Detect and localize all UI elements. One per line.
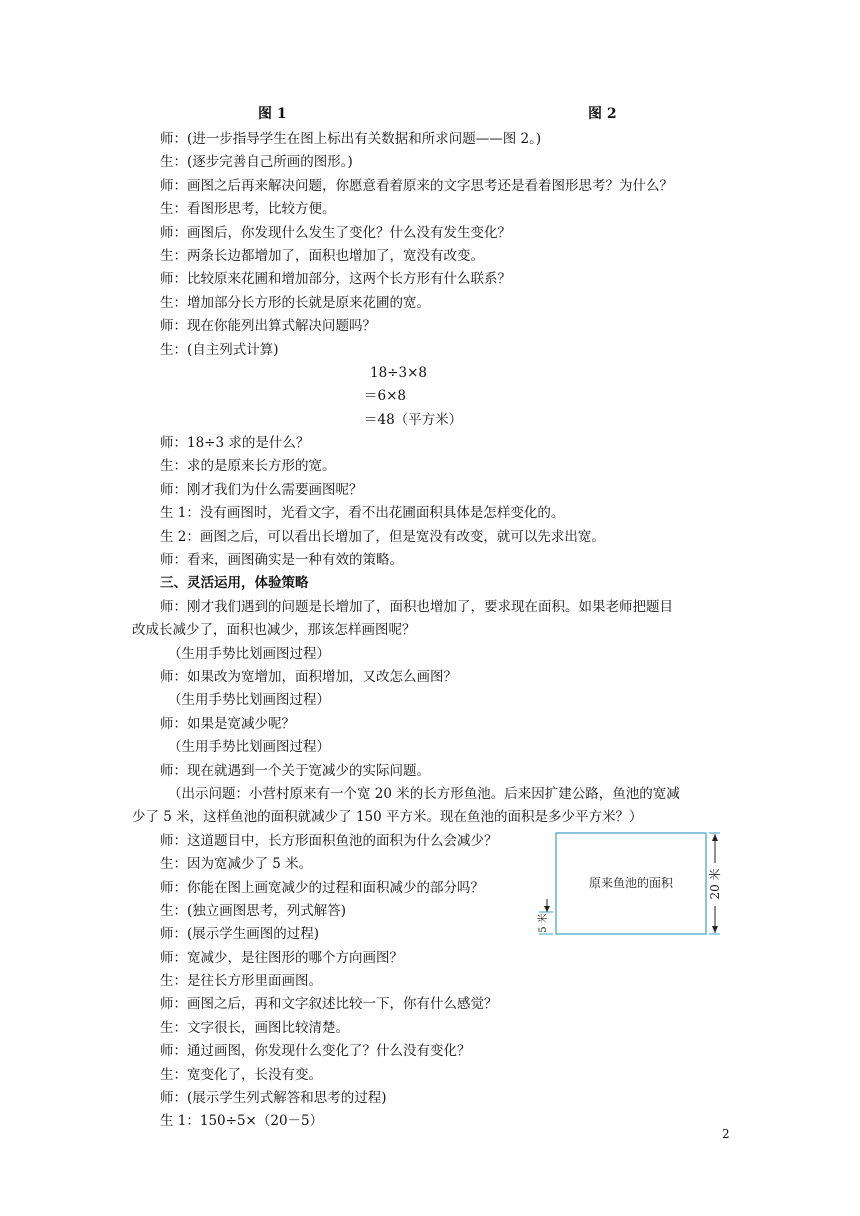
text-line: （生用手势比划画图过程） <box>168 692 330 709</box>
page-number: 2 <box>722 1127 730 1141</box>
text-line: 生：增加部分长方形的长就是原来花圃的宽。 <box>160 294 430 311</box>
text-line: 师：(进一步指导学生在图上标出有关数据和所求问题——图 2。) <box>160 131 542 147</box>
reduction-arrow <box>544 906 550 912</box>
text-line: 生：(逐步完善自己所画的图形。) <box>160 154 353 171</box>
text-line: 师：你能在图上画宽减少的过程和面积减少的部分吗？ <box>160 879 484 896</box>
text-line: 师：宽减少，是往图形的哪个方向画图？ <box>160 949 403 966</box>
text-line: 18÷3×8 <box>370 364 427 381</box>
text-line: 生：(自主列式计算) <box>160 341 279 358</box>
text-line: 生：宽变化了，长没有变。 <box>160 1066 322 1083</box>
text-line: 师：现在就遇到一个关于宽减少的实际问题。 <box>160 762 430 779</box>
text-line: 师：如果改为宽增加，面积增加，又改怎么画图？ <box>160 668 457 685</box>
text-line: （生用手势比划画图过程） <box>168 645 330 662</box>
width-label: 20 米 <box>708 868 722 900</box>
figure-2-caption: 图 2 <box>588 106 617 122</box>
text-line: 师：如果是宽减少呢？ <box>160 715 295 732</box>
text-line: 师：这道题目中，长方形面积鱼池的面积为什么会减少？ <box>160 832 498 849</box>
width-arrow-down <box>712 926 718 933</box>
figure-1-caption: 图 1 <box>258 106 287 122</box>
text-line: （生用手势比划画图过程） <box>168 739 330 756</box>
text-line: ＝6×8 <box>364 388 406 405</box>
text-line: 改成长减少了，面积也减少，那该怎样画图呢？ <box>132 622 416 639</box>
text-line: 师：画图之后再来解决问题，你愿意看着原来的文字思考还是看着图形思考？为什么？ <box>160 177 673 194</box>
text-line: 师：(展示学生画图的过程) <box>160 926 320 943</box>
text-line: 少了 5 米，这样鱼池的面积就减少了 150 平方米。现在鱼池的面积是多少平方米？） <box>132 809 643 826</box>
pond-area-label: 原来鱼池的面积 <box>588 876 674 890</box>
text-line: 三、灵活运用，体验策略 <box>160 575 309 592</box>
text-line: ＝48（平方米） <box>364 411 463 428</box>
text-line: 师：刚才我们为什么需要画图呢？ <box>160 481 363 498</box>
fish-pond-diagram <box>530 826 740 942</box>
text-line: 生：(独立画图思考，列式解答) <box>160 902 347 919</box>
reduction-label: 5 米 <box>538 913 549 933</box>
text-line: 生：是往长方形里面画图。 <box>160 973 322 990</box>
text-line: 师：通过画图，你发现什么变化了？什么没有变化？ <box>160 1043 471 1060</box>
text-line: 生 1：没有画图时，光看文字，看不出花圃面积具体是怎样变化的。 <box>160 505 565 522</box>
text-line: 师：画图之后，再和文字叙述比较一下，你有什么感觉？ <box>160 996 498 1013</box>
text-line: 师：(展示学生列式解答和思考的过程) <box>160 1090 387 1107</box>
text-line: 生：求的是原来长方形的宽。 <box>160 458 336 475</box>
text-line: 师：比较原来花圃和增加部分，这两个长方形有什么联系？ <box>160 271 511 288</box>
text-line: 生 1：150÷5×（20－5） <box>160 1113 324 1130</box>
text-line: 师：刚才我们遇到的问题是长增加了，面积也增加了，要求现在面积。如果老师把题目 <box>160 598 673 615</box>
text-line: 师：看来，画图确实是一种有效的策略。 <box>160 552 403 569</box>
body-text <box>132 128 732 1134</box>
text-line: 生：两条长边都增加了，面积也增加了，宽没有改变。 <box>160 247 484 264</box>
text-line: 生 2：画图之后，可以看出长增加了，但是宽没有改变，就可以先求出宽。 <box>160 528 605 545</box>
text-line: 师：现在你能列出算式解决问题吗？ <box>160 318 376 335</box>
text-line: 生：因为宽减少了 5 米。 <box>160 856 313 873</box>
text-line: 生：看图形思考，比较方便。 <box>160 201 336 218</box>
text-line: （出示问题：小营村原来有一个宽 20 米的长方形鱼池。后来因扩建公路，鱼池的宽减 <box>168 785 680 802</box>
width-arrow-up <box>712 834 718 841</box>
text-line: 师：18÷3 求的是什么？ <box>160 435 310 452</box>
text-line: 生：文字很长，画图比较清楚。 <box>160 1019 349 1036</box>
text-line: 师：画图后，你发现什么发生了变化？什么没有发生变化？ <box>160 224 511 241</box>
